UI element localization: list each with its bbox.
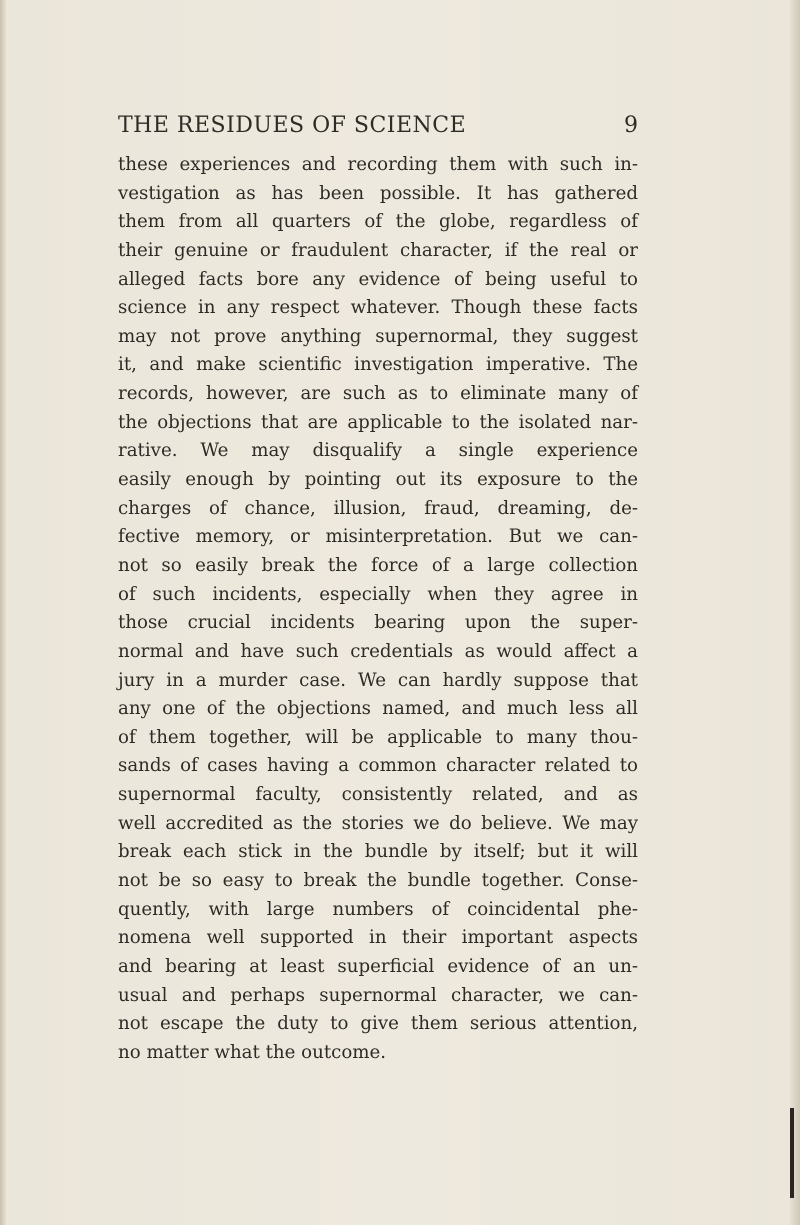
text-line: fective memory, or misinterpretation. But we can- — [118, 526, 638, 548]
text-line: not so easily break the force of a large collection — [118, 554, 638, 576]
text-line: usual and perhaps supernormal character, we can- — [118, 984, 638, 1006]
text-line: of them together, will be applicable to many thou- — [118, 726, 638, 748]
text-line: supernormal faculty, consistently related, and as — [118, 784, 638, 806]
text-line: not be so easy to break the bundle together. Conse- — [118, 870, 638, 892]
text-line: any one of the objections named, and much less all — [118, 698, 638, 720]
page-gutter-shadow — [0, 0, 6, 1225]
text-line: charges of chance, illusion, fraud, dreaming, de- — [118, 497, 638, 519]
text-line: vestigation as has been possible. It has gathered — [118, 182, 638, 204]
text-line: may not prove anything supernormal, they suggest — [118, 325, 638, 347]
text-line: it, and make scientific investigation imperative. The — [118, 354, 638, 376]
text-line: records, however, are such as to eliminate many of — [118, 383, 638, 405]
text-line: of such incidents, especially when they agree in — [118, 583, 638, 605]
text-line: nomena well supported in their important aspects — [118, 927, 638, 949]
text-line: well accredited as the stories we do believe. We may — [118, 812, 638, 834]
text-line: normal and have such credentials as would affect a — [118, 640, 638, 662]
text-line: science in any respect whatever. Though these facts — [118, 297, 638, 319]
text-line: and bearing at least superficial evidence of an un- — [118, 955, 638, 977]
text-line: quently, with large numbers of coincidental phe- — [118, 898, 638, 920]
text-line: the objections that are applicable to the isolated nar- — [118, 411, 638, 433]
text-line-last: no matter what the outcome. — [118, 1041, 387, 1063]
text-line: easily enough by pointing out its exposure to the — [118, 469, 638, 491]
text-line: jury in a murder case. We can hardly suppose that — [118, 669, 638, 691]
body-paragraph — [118, 151, 638, 1068]
running-head — [118, 113, 638, 147]
text-line: not escape the duty to give them serious attention, — [118, 1013, 638, 1035]
running-head-title: THE RESIDUES OF SCIENCE — [118, 113, 467, 138]
text-line: rative. We may disqualify a single experience — [118, 440, 638, 462]
page-right-edge — [790, 0, 800, 1225]
page-number: 9 — [624, 113, 638, 138]
text-line: those crucial incidents bearing upon the super- — [118, 612, 638, 634]
text-line: them from all quarters of the globe, regardless of — [118, 211, 638, 233]
text-line: their genuine or fraudulent character, if the real or — [118, 239, 638, 261]
page-edge-mark — [790, 1108, 794, 1198]
text-line: sands of cases having a common character related to — [118, 755, 638, 777]
text-line: alleged facts bore any evidence of being useful to — [118, 268, 638, 290]
text-line: break each stick in the bundle by itself; but it will — [118, 841, 638, 863]
text-line: these experiences and recording them with such in- — [118, 154, 638, 175]
